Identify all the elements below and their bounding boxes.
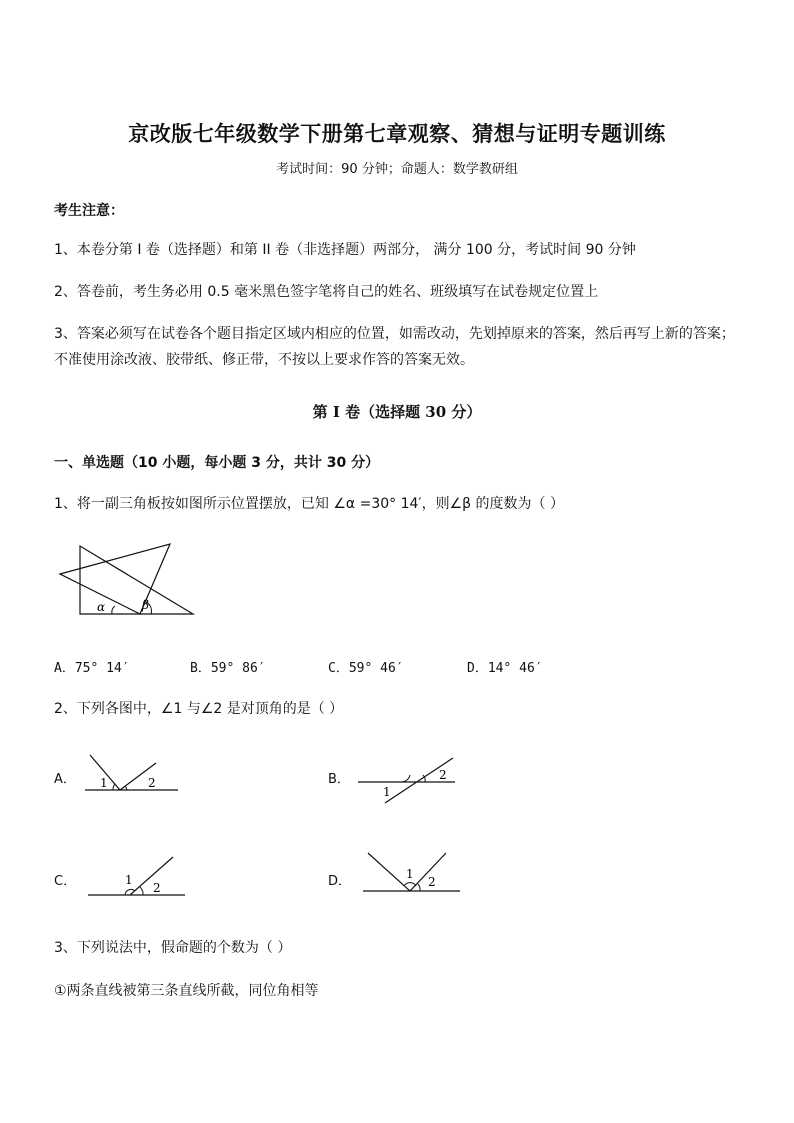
alpha-label: α <box>97 600 106 614</box>
section-title: 第 I 卷（选择题 30 分） <box>312 403 482 421</box>
svg-text:2: 2 <box>428 875 436 889</box>
svg-text:1: 1 <box>125 873 133 887</box>
question-1-text: 1、将一副三角板按如图所示位置摆放，已知 ∠α =30° 14′，则∠β 的度数为（ ） <box>54 496 564 512</box>
beta-label: β <box>142 598 149 612</box>
svg-text:1: 1 <box>406 867 414 881</box>
q1-option-c[interactable]: C．59° 46′ <box>328 661 404 676</box>
exam-info: 考试时间：90 分钟；命题人：数学教研组 <box>276 162 518 177</box>
q2-figure-d <box>360 850 465 898</box>
part-heading: 一、单选题（10 小题，每小题 3 分，共计 30 分） <box>54 455 380 471</box>
notice-heading: 考生注意： <box>54 203 124 219</box>
svg-text:2: 2 <box>439 768 447 782</box>
notice-item-3: 3、答案必须写在试卷各个题目指定区域内相应的位置，如需改动，先划掉原来的答案，然后再写上新的答案；不准使用涂改液、胶带纸、修正带，不按以上要求作答的答案无效。 <box>54 326 735 368</box>
svg-text:2: 2 <box>148 776 156 790</box>
q1-option-a[interactable]: A．75° 14′ <box>54 661 130 676</box>
notice-item-1: 1、本卷分第 I 卷（选择题）和第 II 卷（非选择题）两部分， 满分 100 分，考试时间 90 分钟 <box>54 242 636 258</box>
question-3-text: 3、下列说法中，假命题的个数为（ ） <box>54 940 292 956</box>
q1-option-b[interactable]: B．59° 86′ <box>190 661 266 676</box>
q2-figure-b <box>355 755 460 805</box>
q2-option-b-label[interactable]: B． <box>328 772 350 787</box>
q1-option-d[interactable]: D．14° 46′ <box>467 661 543 676</box>
question-3-statement-1: ①两条直线被第三条直线所截，同位角相等 <box>54 983 319 999</box>
notice-item-2: 2、答卷前，考生务必用 0.5 毫米黑色签字笔将自己的姓名、班级填写在试卷规定位置上 <box>54 284 599 300</box>
page-title: 京改版七年级数学下册第七章观察、猜想与证明专题训练 <box>128 121 666 146</box>
q2-figure-c <box>85 852 190 900</box>
q2-figure-a <box>80 750 185 795</box>
svg-text:2: 2 <box>153 881 161 895</box>
question-1-figure <box>50 536 210 626</box>
alpha-arc <box>112 606 115 614</box>
triangle-ruler-2 <box>60 544 170 614</box>
q2-option-c-label[interactable]: C． <box>54 874 77 889</box>
svg-text:1: 1 <box>100 776 108 790</box>
q2-option-d-label[interactable]: D． <box>328 874 352 889</box>
q2-option-a-label[interactable]: A． <box>54 772 76 787</box>
svg-text:1: 1 <box>383 785 391 799</box>
question-2-text: 2、下列各图中，∠1 与∠2 是对顶角的是（ ） <box>54 701 344 717</box>
